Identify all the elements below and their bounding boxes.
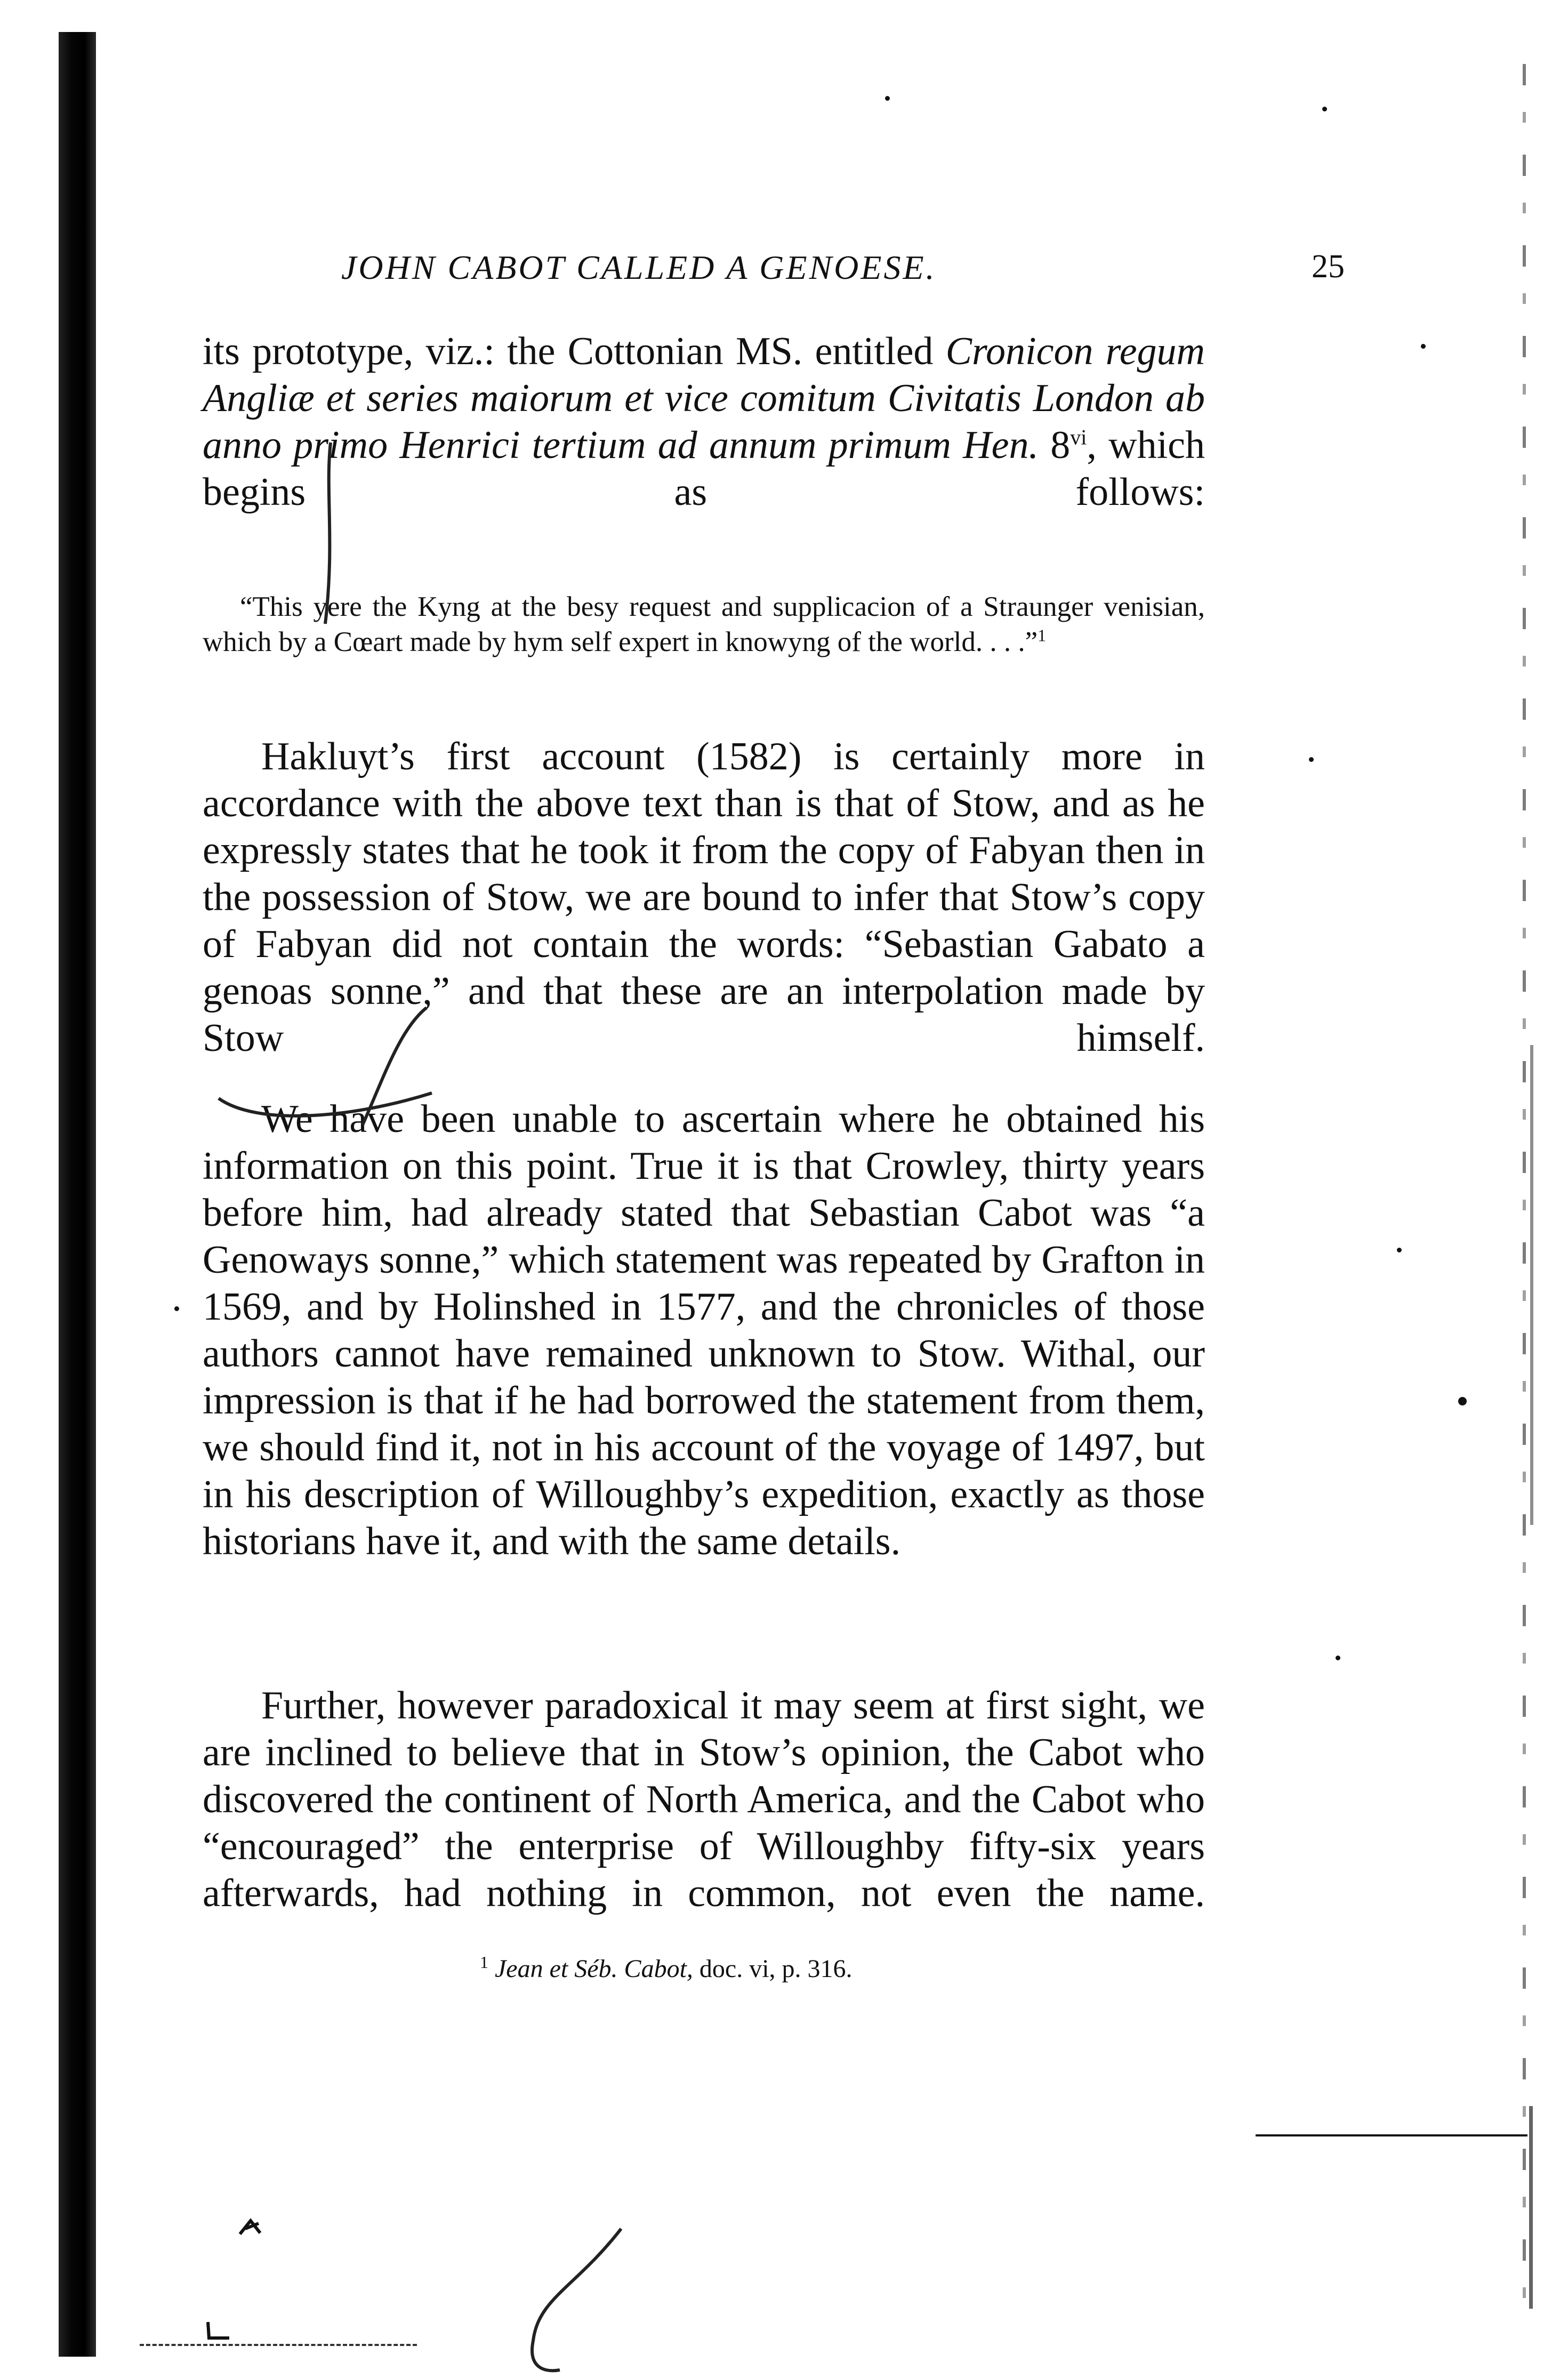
paragraph-further: Further, however paradoxical it may seem at first sight, we are inclined to believe that in Stow’s opinion, the Cabot who discovered the continent of North America, and the Cabot who “encouraged” the enterprise of Willoughby fifty-six years afterwards, had nothing in common, not even the name. — [203, 1684, 1205, 1915]
scan-speck — [1458, 1397, 1467, 1405]
paragraph-crowley: We have been unable to ascertain where he obtained his information on this point. True it is that Crowley, thirty years before him, had already stated that Sebastian Cabot was “a Genoways sonne,” which statement was repeated by Grafton in 1569, and by Holinshed in 1577, and the chronicles of those authors cannot have remained unknown to Stow. Withal, our impression is that if he had borrowed the statement from them, we should find it, not in his account of the voyage of 1497, but in his description of Willoughby’s expedition, exactly as those historians have it, and with the same details. — [203, 1097, 1205, 1563]
quote-text: “This yere the Kyng at the besy request and supplicacion of a Straunger venisian, which by a Cœart made by hym self expert in knowyng of the world. . . .” — [203, 591, 1205, 657]
scan-edge-noise — [1529, 2106, 1533, 2309]
intro-tail-end: , which begins as follows: — [203, 423, 1205, 514]
scan-binding-shadow — [59, 32, 96, 2357]
pencil-underline-mark — [213, 1088, 437, 1130]
scan-speck — [1421, 344, 1426, 349]
block-quote — [203, 589, 1205, 660]
scan-speck — [1397, 1248, 1402, 1252]
scan-speck — [1322, 107, 1327, 111]
scan-speck — [885, 96, 890, 101]
footnote-reference: 1 — [1038, 625, 1047, 645]
intro-lead: its prototype, viz.: the Cottonian MS. entitled — [203, 330, 946, 373]
pencil-bracket-mark — [309, 437, 352, 629]
paragraph-intro — [203, 328, 1205, 516]
scan-speck — [1336, 1656, 1340, 1660]
scan-speck — [1309, 757, 1314, 762]
scan-edge-noise — [1530, 1045, 1533, 1525]
superscript: vi — [1070, 425, 1087, 449]
latin-title: Cronicon regum Angliæ et series maiorum et vice comitum Civitatis London ab anno primo Henrici tertium ad annum primum Hen. — [203, 330, 1205, 467]
scan-blot — [203, 2317, 235, 2343]
intro-tail-start: 8 — [1038, 423, 1071, 467]
footnote-source: Jean et Séb. Cabot, — [495, 1955, 693, 1983]
scan-speck — [174, 1306, 179, 1311]
footnote — [480, 1954, 1120, 1983]
pencil-scribble — [512, 2223, 640, 2378]
paragraph-hakluyt: Hakluyt’s first account (1582) is certainly more in accordance with the above text than is that of Stow, and as he expressly states that he took it from the copy of Fabyan then in the possession of Stow, we are bound to infer that Stow’s copy of Fabyan did not contain the words: “Sebastian Gabato a genoas sonne,” and that these are an interpolation made by Stow himself. — [203, 735, 1205, 1060]
page-number: 25 — [1312, 248, 1345, 285]
scan-edge-noise — [1523, 64, 1526, 2303]
footnote-mark: 1 — [480, 1953, 488, 1972]
running-header: JOHN CABOT CALLED A GENOESE. — [341, 248, 937, 286]
footnote-detail: doc. vi, p. 316. — [693, 1955, 853, 1983]
scan-blot — [235, 2213, 267, 2245]
scan-rule-line — [1256, 2134, 1527, 2136]
scan-dashed-line — [140, 2344, 417, 2346]
